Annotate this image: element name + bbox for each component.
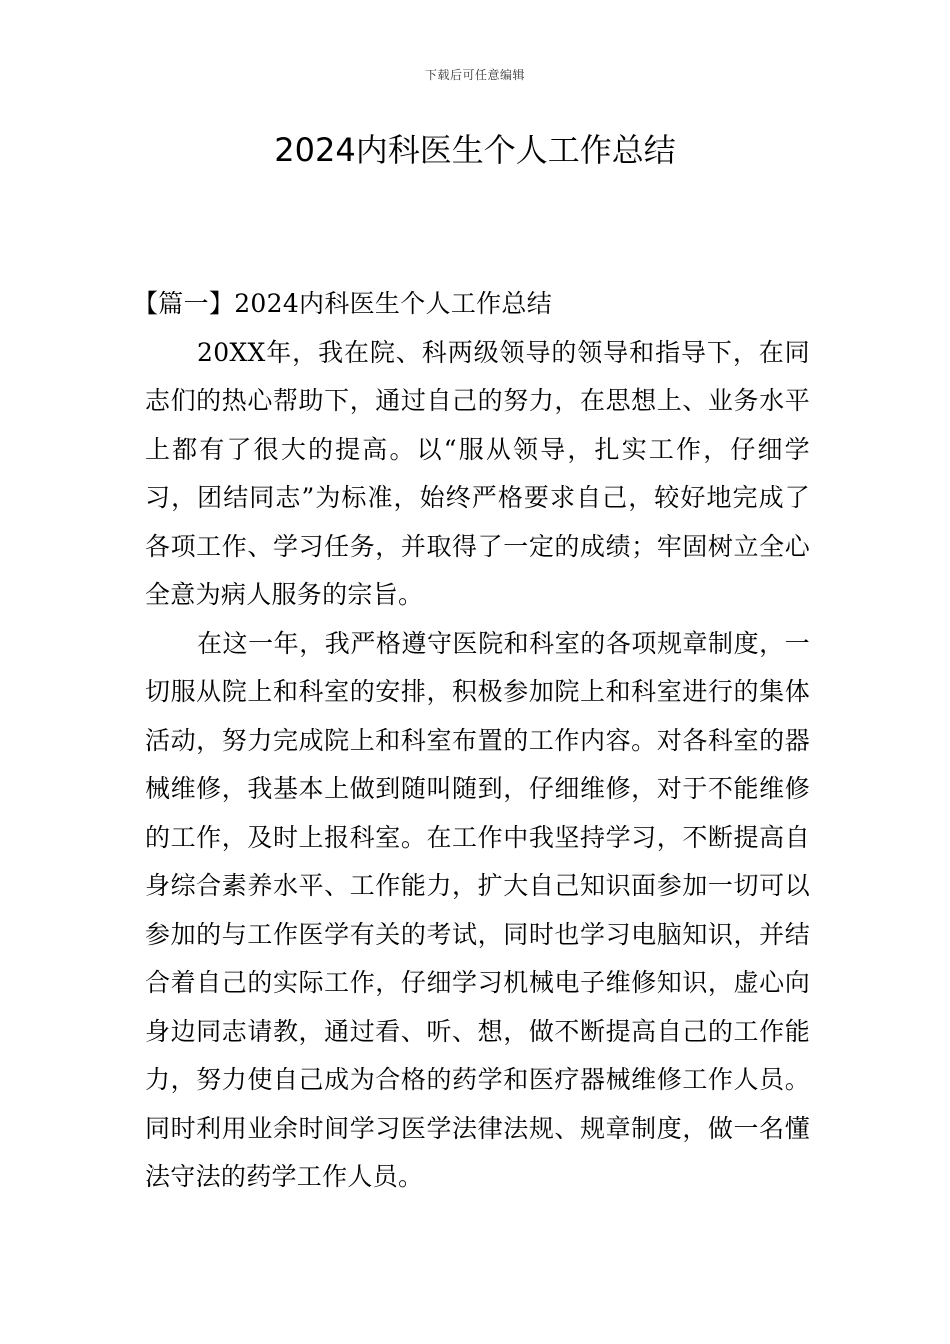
document-title: 2024内科医生个人工作总结 [274, 131, 676, 169]
header-note: 下载后可任意编辑 [424, 68, 525, 82]
paragraph-2: 在这一年，我严格遵守医院和科室的各项规章制度，一切服从院上和科室的安排，积极参加院上和科室进行的集体活动，努力完成院上和科室布置的工作内容。对各科室的器械维修，我基本上做到随叫随到，仔细维修，对于不能维修的工作，及时上报科室。在工作中我坚持学习，不断提高自身综合素养水平、工作能力，扩大自己知识面参加一切可以参加的与工作医学有关的考试，同时也学习电脑知识，并结合着自己的实际工作，仔细学习机械电子维修知识，虚心向身边同志请教，通过看、听、想，做不断提高自己的工作能力，努力使自己成为合格的药学和医疗器械维修工作人员。同时利用业余时间学习医学法律法规、规章制度，做一名懂法守法的药学工作人员。 [145, 628, 810, 1191]
section-heading: 【篇一】2024内科医生个人工作总结 [133, 289, 553, 318]
document-body [133, 280, 810, 1202]
paragraph-1: 20XX年，我在院、科两级领导的领导和指导下，在同志们的热心帮助下，通过自己的努力，在思想上、业务水平上都有了很大的提高。以“服从领导，扎实工作，仔细学习，团结同志”为标准，始终严格要求自己，较好地完成了各项工作、学习任务，并取得了一定的成绩；牢固树立全心全意为病人服务的宗旨。 [145, 337, 810, 609]
